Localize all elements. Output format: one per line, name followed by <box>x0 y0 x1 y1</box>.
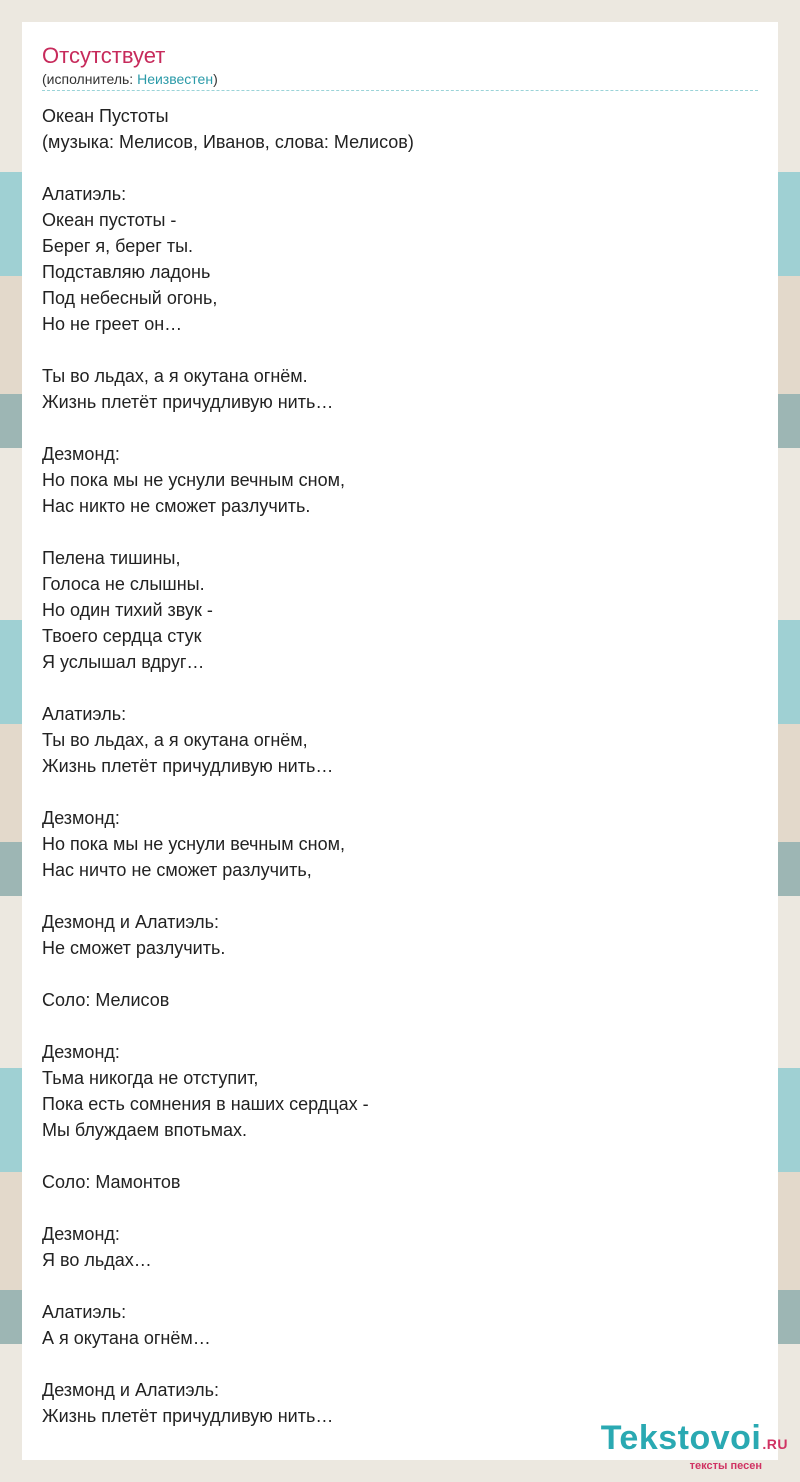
lyrics-line: Не сможет разлучить. <box>42 938 226 958</box>
lyrics-line: Пока есть сомнения в наших сердцах - <box>42 1094 369 1114</box>
lyrics-line: Дезмонд: <box>42 444 120 464</box>
lyrics-blank-line <box>42 337 758 363</box>
lyrics-line: Но один тихий звук - <box>42 600 213 620</box>
lyrics-line: Алатиэль: <box>42 184 127 204</box>
logo-subtitle: тексты песен <box>689 1460 762 1472</box>
lyrics-blank-line <box>42 519 758 545</box>
lyrics-line: Дезмонд и Алатиэль: <box>42 1380 220 1400</box>
lyrics-line: Твоего сердца стук <box>42 626 202 646</box>
byline-prefix: (исполнитель: <box>42 71 138 87</box>
lyrics-line: Ты во льдах, а я окутана огнём. <box>42 366 308 386</box>
lyrics-line: Пелена тишины, <box>42 548 181 568</box>
lyrics-line: Ты во льдах, а я окутана огнём, <box>42 730 308 750</box>
lyrics-line: Дезмонд и Алатиэль: <box>42 912 220 932</box>
lyrics-blank-line <box>42 883 758 909</box>
title-divider <box>42 90 758 91</box>
lyrics-line: Океан Пустоты <box>42 106 169 126</box>
lyrics-line: Берег я, берег ты. <box>42 236 194 256</box>
lyrics-line: Жизнь плетёт причудливую нить… <box>42 1406 334 1426</box>
lyrics-line: Жизнь плетёт причудливую нить… <box>42 392 334 412</box>
lyrics-line: Я во льдах… <box>42 1250 152 1270</box>
lyrics-blank-line <box>42 1195 758 1221</box>
lyrics-line: Дезмонд: <box>42 1224 120 1244</box>
lyrics-line: Но пока мы не уснули вечным сном, <box>42 834 345 854</box>
lyrics-line: Алатиэль: <box>42 704 127 724</box>
lyrics-line: Голоса не слышны. <box>42 574 205 594</box>
artist-link[interactable]: Неизвестен <box>137 71 214 87</box>
lyrics-blank-line <box>42 1143 758 1169</box>
lyrics-blank-line <box>42 675 758 701</box>
lyrics-line: Но пока мы не уснули вечным сном, <box>42 470 345 490</box>
lyrics-blank-line <box>42 1351 758 1377</box>
lyrics-line: А я окутана огнём… <box>42 1328 211 1348</box>
lyrics-line: Я услышал вдруг… <box>42 652 205 672</box>
lyrics-line: Под небесный огонь, <box>42 288 218 308</box>
lyrics-line: Алатиэль: <box>42 1302 127 1322</box>
lyrics-line: Дезмонд: <box>42 1042 120 1062</box>
site-logo[interactable] <box>601 1420 788 1472</box>
lyrics-card <box>22 22 778 1460</box>
lyrics-line: Мы блуждаем впотьмах. <box>42 1120 248 1140</box>
lyrics-line: Нас ничто не сможет разлучить, <box>42 860 312 880</box>
lyrics-line: Но не греет он… <box>42 314 183 334</box>
byline-suffix: ) <box>213 71 218 87</box>
song-byline <box>42 70 758 88</box>
song-title: Отсутствует <box>42 43 166 68</box>
logo-tld: .RU <box>762 1436 788 1452</box>
lyrics-blank-line <box>42 1273 758 1299</box>
lyrics-text <box>42 103 758 1429</box>
logo-wordmark: Tekstovoi <box>600 1419 762 1457</box>
lyrics-blank-line <box>42 415 758 441</box>
lyrics-line: Соло: Мамонтов <box>42 1172 181 1192</box>
lyrics-blank-line <box>42 961 758 987</box>
lyrics-blank-line <box>42 779 758 805</box>
lyrics-line: Океан пустоты - <box>42 210 177 230</box>
lyrics-line: Нас никто не сможет разлучить. <box>42 496 311 516</box>
lyrics-line: Тьма никогда не отступит, <box>42 1068 259 1088</box>
lyrics-line: Соло: Мелисов <box>42 990 170 1010</box>
lyrics-blank-line <box>42 155 758 181</box>
lyrics-line: (музыка: Мелисов, Иванов, слова: Мелисов) <box>42 132 414 152</box>
lyrics-line: Дезмонд: <box>42 808 120 828</box>
lyrics-line: Жизнь плетёт причудливую нить… <box>42 756 334 776</box>
lyrics-blank-line <box>42 1013 758 1039</box>
lyrics-line: Подставляю ладонь <box>42 262 211 282</box>
